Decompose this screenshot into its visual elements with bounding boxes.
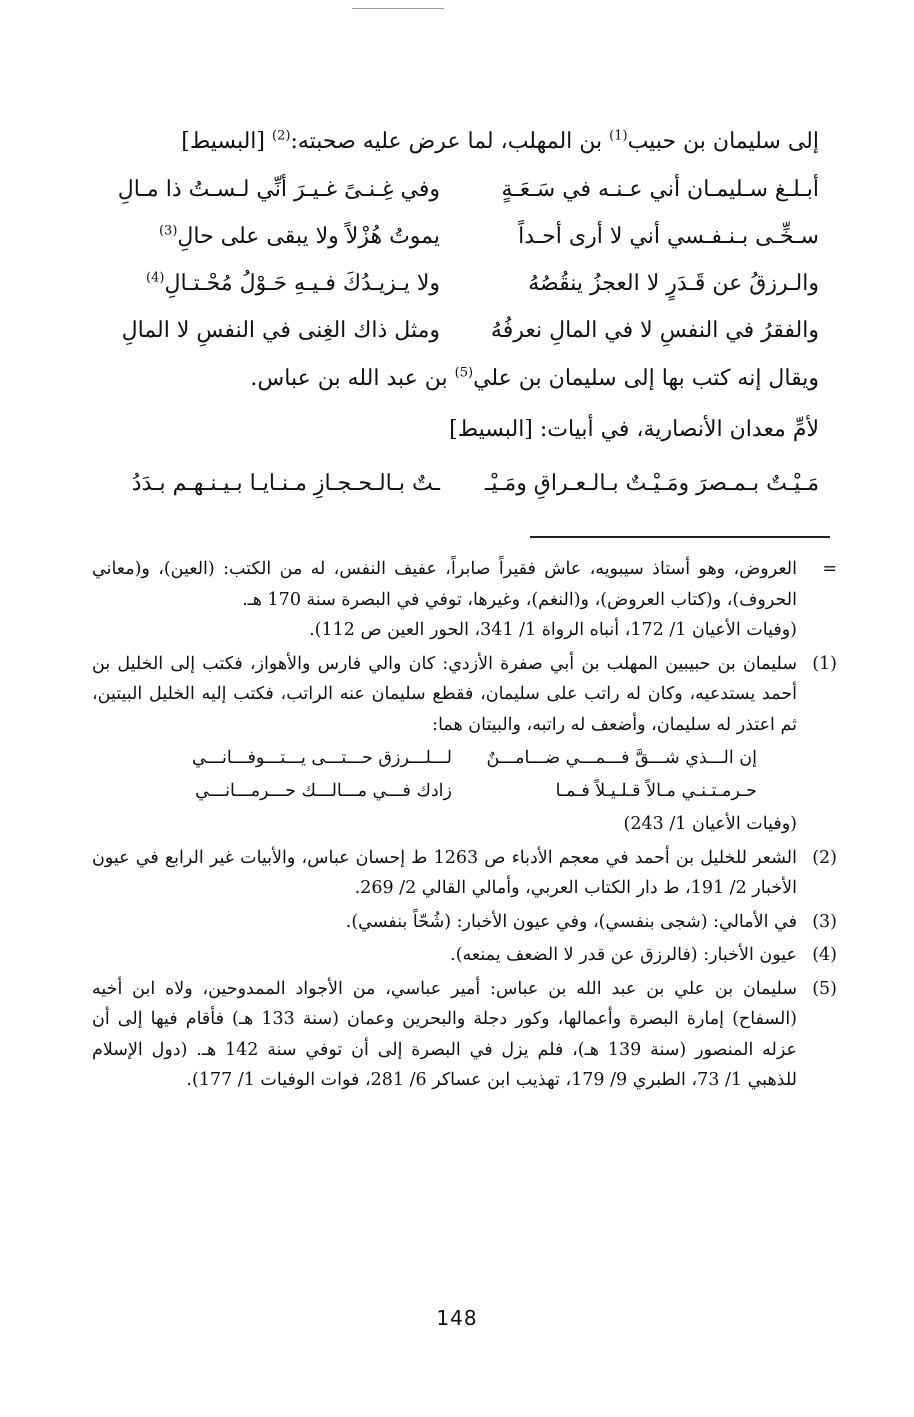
attribution-line (250, 363, 819, 395)
verse-second-hemistich (95, 264, 440, 304)
footnote-4 (92, 940, 837, 971)
footnote-separator (530, 536, 830, 538)
verse-first-hemistich: أبـلـغ سـليمـان أني عـنـه في سَـعَـةٍ (501, 177, 819, 202)
verse-line (95, 170, 819, 217)
verse-second-hemistich (95, 217, 440, 257)
footnote-ref-5: (5) (454, 365, 474, 381)
footnote-2 (92, 843, 837, 904)
verse-second-hemistich-text: ولا يـزيـدُكَ فـيـهِ حَـوْلُ مُحْـتـالِ (164, 271, 440, 296)
footnote-continued (92, 554, 837, 646)
footnote-text: في الأمالي: (شجى بنفسي)، وفي عيون الأخبار: (شُحّاً بنفسي). (345, 911, 797, 932)
verse-first-hemistich: والـرزقُ عن قَـدَرٍ لا العجزُ ينقُصُهُ (528, 271, 819, 296)
intro-line (89, 126, 819, 158)
attribution-text-2: بن عبد الله بن عباس. (250, 366, 455, 391)
poem-verses (95, 170, 819, 358)
intro-text-1: إلى سليمان بن حبيب (627, 129, 819, 154)
meter-label: [البسيط] (181, 129, 272, 154)
verse-line (95, 311, 819, 358)
intro-text-2: بن المهلب، لما عرض عليه صحبته: (290, 129, 610, 154)
verse-second-hemistich-text: ومثل ذاك الغِنى في النفسِ لا المالِ (121, 318, 440, 343)
verse-second-hemistich (95, 311, 440, 351)
footnote-number: (1) (812, 653, 837, 674)
footnote-text: سليمان بن حبيبين المهلب بن أبي صفرة الأزدي: كان والي فارس والأهواز، فكتب إلى الخليل بن أحمد يستدعيه، وكان له راتب على سليمان، فقطع سليمان عنه الراتب، فكتب إليه الخليل البيتين، ثم اعتذر له سليمان، وأضعف له راتبه، والبيتان هما: (92, 653, 797, 735)
header-rule (352, 8, 444, 9)
second-poem-heading: لأمِّ معدان الأنصارية، في أبيات: [البسيط] (449, 417, 819, 442)
verse-second-hemistich (95, 170, 440, 210)
verse-first-hemistich: مَـيْـتٌ بـمـصرَ ومَـيْـتٌ بـالـعـراقِ ومَـيْـ (484, 471, 819, 496)
verse-second-hemistich: لـــلـــرزق حـــتـــى يـــتـــوفـــانـــي (191, 748, 452, 768)
footnote-number: (4) (812, 945, 837, 965)
footnote-text: العروض، وهو أستاذ سيبويه، عاش فقيراً صابراً، عفيف النفس، له من الكتب: (العين)، و(معاني الحروف)، و(كتاب العروض)، و(النغم)، وغيرها، توفي في البصرة سنة 170 هـ. (92, 559, 797, 610)
footnotes (92, 554, 837, 1099)
verse-line (95, 264, 819, 311)
verse-second-hemistich-text: يموتُ هُزْلاً ولا يبقى على حالِ (177, 224, 440, 249)
verse-first-hemistich: حـرمـتـنـي مـالاً قـلـيـلاً فـمـا (555, 781, 757, 801)
footnote-3 (92, 907, 837, 938)
footnote-ref-2: (2) (272, 128, 291, 144)
verse-line (95, 217, 819, 264)
footnote-number: (5) (812, 978, 837, 999)
footnote-5 (92, 974, 837, 1096)
footnote-text: سليمان بن علي بن عبد الله بن عباس: أمير عباسي، من الأجواد الممدوحين، ولاه ابن أخيه (السفاح) إمارة البصرة وأعمالها، وكور دجلة والبحرين وعمان (سنة 133 هـ) فأقام فيها إلى أن عزله المنصور (سنة 139 هـ)، فلم يزل في البصرة إلى أن توفي سنة 142 هـ. (دول الإسلام للذهبي 1/ 73، الطبري 9/ 179، تهذيب ابن عساكر 6/ 281، فوات الوفيات 1/ 177). (92, 978, 798, 1090)
footnote-verse (92, 743, 797, 773)
page-number: 148 (436, 1306, 478, 1330)
footnote-ref-1: (1) (609, 128, 628, 144)
continuation-marker: = (822, 559, 837, 579)
footnote-source: (وفيات الأعيان 1/ 172، أنباه الرواة 1/ 341، الحور العين ص 112). (309, 620, 797, 640)
verse-second-hemistich: زادك فـــي مـــالـــك حـــرمـــانـــي (195, 781, 452, 801)
attribution-text-1: ويقال إنه كتب بها إلى سليمان بن علي (473, 366, 819, 391)
verse-first-hemistich: والفقرُ في النفسِ لا في المالِ نعرفُهُ (490, 318, 819, 343)
footnote-ref-3: (3) (158, 223, 178, 239)
verse-second-hemistich-text: وفي غِـنـىً غـيـرَ أنِّي لـسـتُ ذا مـالِ (117, 177, 440, 202)
footnote-verse (92, 776, 797, 806)
verse-first-hemistich: إن الـــذي شـــقَّ فـــمـــي ضـــامـــنٌ (486, 748, 757, 768)
footnote-1 (92, 649, 837, 840)
footnote-number: (3) (812, 911, 837, 932)
footnote-source: (وفيات الأعيان 1/ 243) (623, 814, 797, 834)
footnote-text: الشعر للخليل بن أحمد في معجم الأدباء ص 1263 ط إحسان عباس، والأبيات غير الرابع في عيون الأخبار 2/ 191، ط دار الكتاب العربي، وأمالي القالي 2/ 269. (92, 847, 797, 898)
footnote-text: عيون الأخبار: (فالرزق عن قدر لا الضعف يمنعه). (450, 945, 797, 965)
verse-first-hemistich: سـخِّـى بـنـفـسي أني لا أرى أحـداً (518, 224, 819, 249)
footnote-number: (2) (812, 847, 837, 868)
footnote-ref-4: (4) (146, 270, 165, 286)
verse-second-hemistich: ـتٌ بـالـحـجـازِ مـنـايـا بـيـنـهـم بـدَدُ (131, 471, 440, 496)
second-poem-verse (95, 464, 819, 504)
